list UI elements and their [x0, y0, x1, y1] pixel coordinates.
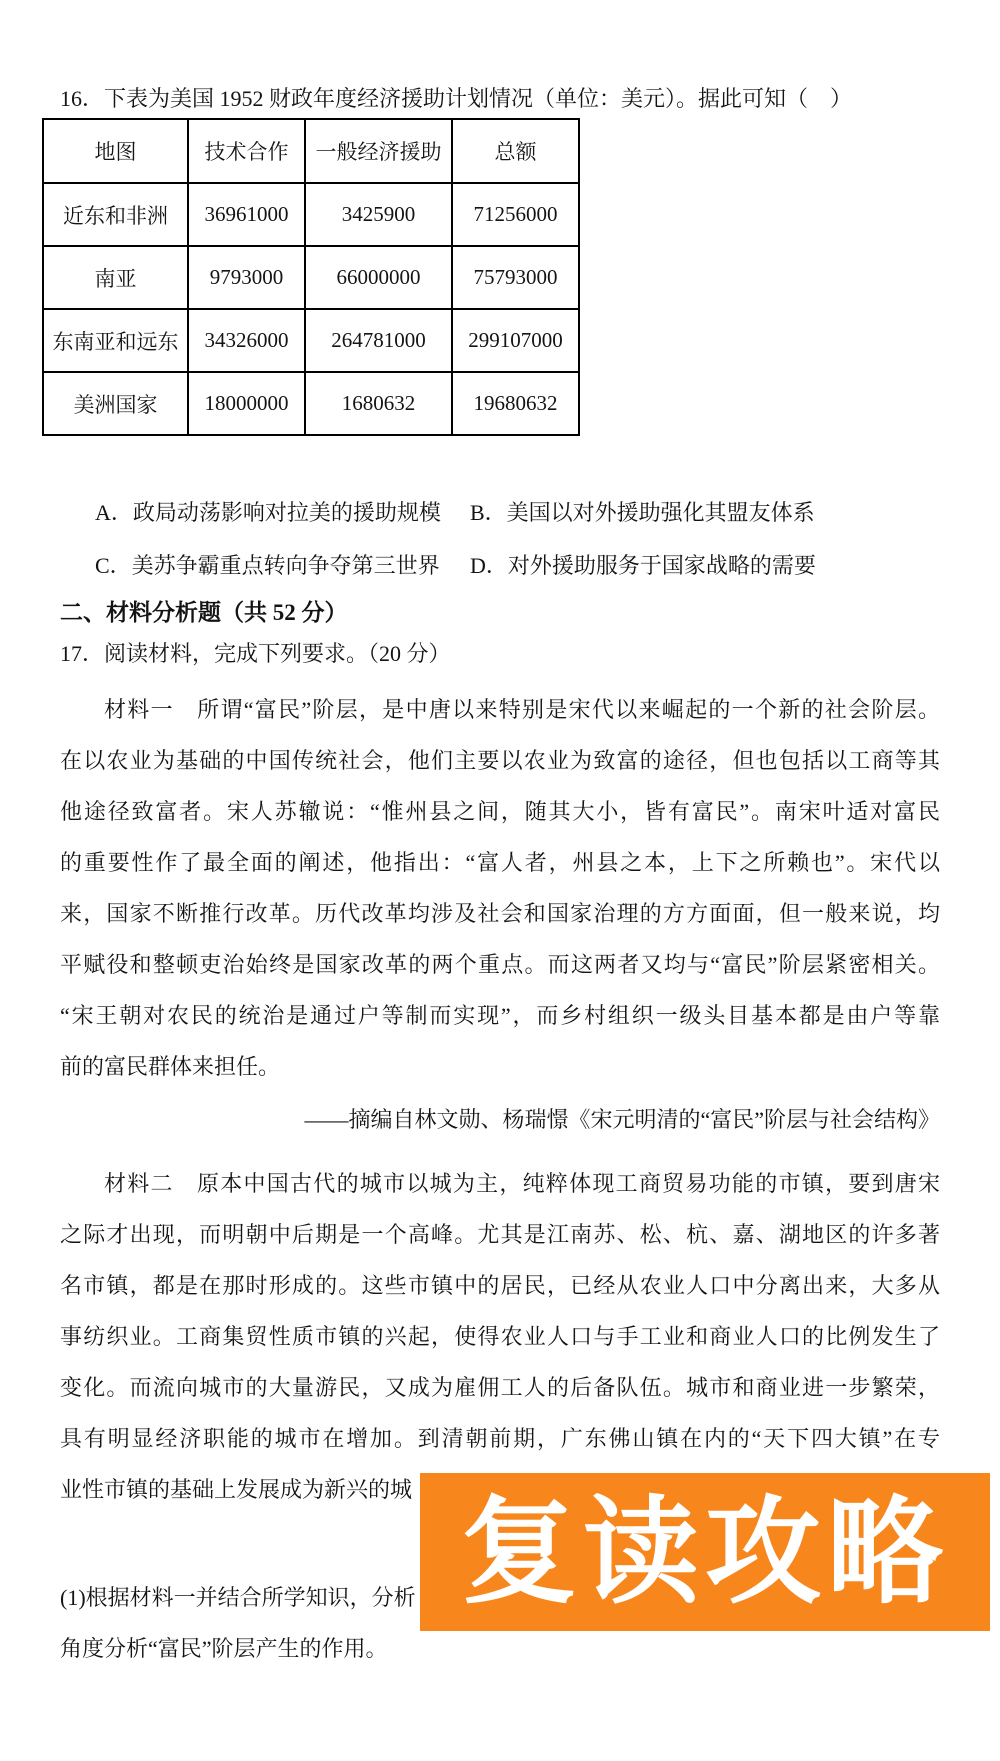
material1-line: 他途径致富者。宋人苏辙说：“惟州县之间，随其大小，皆有富民”。南宋叶适对富民 — [60, 799, 940, 824]
aid-table-head — [43, 119, 579, 183]
cell-tech-coop: 36961000 — [188, 183, 305, 246]
material2-line: 之际才出现，而明朝中后期是一个高峰。尤其是江南苏、松、杭、嘉、湖地区的许多著 — [60, 1222, 940, 1247]
material1-line: 来，国家不断推行改革。历代改革均涉及社会和国家治理的方方面面，但一般来说，均 — [60, 901, 940, 926]
material2-line: 变化。而流向城市的大量游民，又成为雇佣工人的后备队伍。城市和商业进一步繁荣， — [60, 1375, 940, 1400]
option-choice: D．对外援助服务于国家战略的需要 — [470, 553, 816, 578]
cell-region: 美洲国家 — [43, 372, 188, 435]
table-row — [43, 246, 579, 309]
question16-options — [95, 499, 816, 605]
material2-paragraph — [60, 1158, 940, 1515]
table-row — [43, 372, 579, 435]
material1-line: “宋王朝对农民的统治是通过户等制而实现”，而乡村组织一级头目基本都是由户等靠 — [60, 1003, 940, 1028]
cell-tech-coop: 9793000 — [188, 246, 305, 309]
question16-stem: 16．下表为美国 1952 财政年度经济援助计划情况（单位：美元）。据此可知（ ） — [60, 86, 853, 111]
cell-region: 东南亚和远东 — [43, 309, 188, 372]
cell-total: 19680632 — [452, 372, 579, 435]
cell-total: 75793000 — [452, 246, 579, 309]
material2-line: 材料二 原本中国古代的城市以城为主，纯粹体现工商贸易功能的市镇，要到唐宋 — [104, 1171, 940, 1196]
cell-tech-coop: 34326000 — [188, 309, 305, 372]
question17-stem: 17．阅读材料，完成下列要求。（20 分） — [60, 641, 451, 666]
cell-general-aid: 264781000 — [305, 309, 452, 372]
col-header-general: 一般经济援助 — [305, 119, 452, 183]
cell-general-aid: 3425900 — [305, 183, 452, 246]
option-choice: B．美国以对外援助强化其盟友体系 — [470, 500, 815, 525]
cell-total: 299107000 — [452, 309, 579, 372]
cell-tech-coop: 18000000 — [188, 372, 305, 435]
material1-paragraph — [60, 684, 940, 1092]
material1-line: 平赋役和整顿吏治始终是国家改革的两个重点。而这两者又均与“富民”阶层紧密相关。 — [60, 952, 940, 977]
material2-line: 名市镇，都是在那时形成的。这些市镇中的居民，已经从农业人口中分离出来，大多从 — [60, 1273, 940, 1298]
material2-line: 事纺织业。工商集贸性质市镇的兴起，使得农业人口与手工业和商业人口的比例发生了 — [60, 1324, 940, 1349]
subq1-line1: (1)根据材料一并结合所学知识，分析 — [60, 1585, 416, 1610]
cell-general-aid: 1680632 — [305, 372, 452, 435]
material1-source: ——摘编自林文勋、杨瑞憬《宋元明清的“富民”阶层与社会结构》 — [304, 1107, 940, 1132]
watermark-text: 复读攻略 — [461, 1487, 949, 1617]
col-header-total: 总额 — [452, 119, 579, 183]
table-row — [43, 309, 579, 372]
col-header-region: 地图 — [43, 119, 188, 183]
option-choice: C．美苏争霸重点转向争夺第三世界 — [95, 553, 440, 578]
cell-total: 71256000 — [452, 183, 579, 246]
material1-line: 材料一 所谓“富民”阶层，是中唐以来特别是宋代以来崛起的一个新的社会阶层。 — [104, 697, 940, 722]
cell-general-aid: 66000000 — [305, 246, 452, 309]
watermark-banner — [420, 1473, 990, 1631]
col-header-tech: 技术合作 — [188, 119, 305, 183]
subq1-line2: 角度分析“富民”阶层产生的作用。 — [60, 1636, 388, 1661]
material1-line: 前的富民群体来担任。 — [60, 1054, 281, 1079]
aid-table-body — [43, 183, 579, 435]
option-choice: A．政局动荡影响对拉美的援助规模 — [95, 500, 441, 525]
section2-title: 二、材料分析题（共 52 分） — [60, 600, 348, 625]
material2-line: 具有明显经济职能的城市在增加。到清朝前期，广东佛山镇在内的“天下四大镇”在专 — [60, 1426, 940, 1451]
material1-line: 的重要性作了最全面的阐述，他指出：“富人者，州县之本，上下之所赖也”。宋代以 — [60, 850, 940, 875]
aid-plan-table — [42, 118, 580, 436]
cell-region: 南亚 — [43, 246, 188, 309]
table-header-row — [43, 119, 579, 183]
table-row — [43, 183, 579, 246]
material1-line: 在以农业为基础的中国传统社会，他们主要以农业为致富的途径，但也包括以工商等其 — [60, 748, 940, 773]
material2-line: 业性市镇的基础上发展成为新兴的城 — [60, 1477, 413, 1502]
cell-region: 近东和非洲 — [43, 183, 188, 246]
